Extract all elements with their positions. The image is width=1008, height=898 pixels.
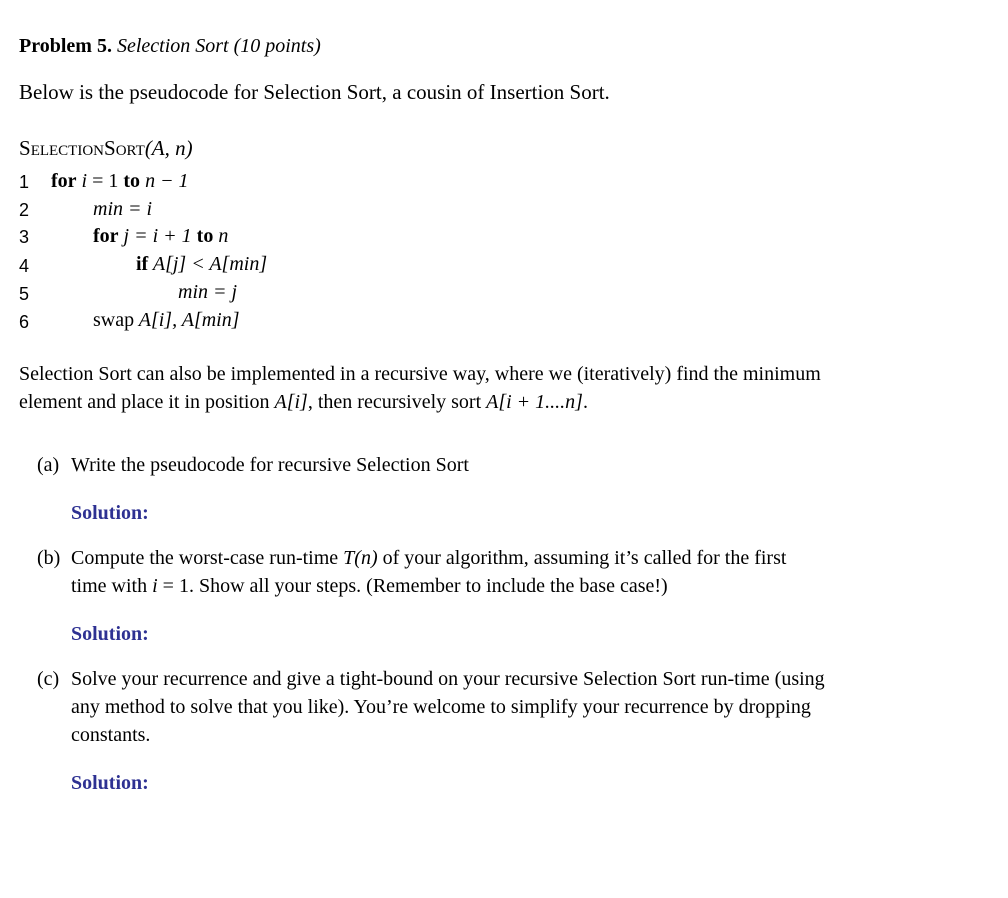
recursive-desc-line1: Selection Sort can also be implemented in a recursive way, where we (iteratively) find the minimum <box>19 363 821 385</box>
line-number: 6 <box>19 312 30 332</box>
part-c-line2: any method to solve that you like). You’re welcome to simplify your recurrence by dropping <box>71 696 811 718</box>
problem-title: Selection Sort (10 points) <box>116 35 321 57</box>
part-b-label: (b) <box>37 547 61 569</box>
part-b-line1: Compute the worst-case run-time T(n) of your algorithm, assuming it’s called for the first <box>71 547 787 569</box>
line-number: 4 <box>19 256 30 276</box>
code-line-1: for i = 1 to n − 1 <box>51 170 189 192</box>
problem-heading <box>19 35 321 58</box>
problem-label: Problem 5. <box>19 35 112 57</box>
line-number: 5 <box>19 284 30 304</box>
line-number: 3 <box>19 227 30 247</box>
intro-text: Below is the pseudocode for Selection Sort, a cousin of Insertion Sort. <box>19 80 610 104</box>
code-line-3: for j = i + 1 to n <box>93 225 229 247</box>
part-a-solution: Solution: <box>71 502 149 524</box>
part-b-solution: Solution: <box>71 623 149 645</box>
part-b-line2: time with i = 1. Show all your steps. (Remember to include the base case!) <box>71 575 668 597</box>
code-line-6: swap A[i], A[min] <box>93 309 240 331</box>
pseudocode-header: SELECTIONSORT(A, n) <box>19 136 193 160</box>
code-line-5: min = j <box>178 281 238 303</box>
code-line-4: if A[j] < A[min] <box>136 253 268 275</box>
part-a-label: (a) <box>37 454 60 476</box>
line-number: 2 <box>19 200 30 220</box>
part-c-solution: Solution: <box>71 772 149 794</box>
recursive-desc-line2: element and place it in position A[i], then recursively sort A[i + 1....n]. <box>19 391 588 413</box>
part-c-line1: Solve your recurrence and give a tight-bound on your recursive Selection Sort run-time (using <box>71 668 825 690</box>
line-number: 1 <box>19 172 30 192</box>
code-line-2: min = i <box>93 198 153 220</box>
part-c-label: (c) <box>37 668 60 690</box>
part-a-text: Write the pseudocode for recursive Selection Sort <box>71 454 469 476</box>
part-c-line3: constants. <box>71 724 151 746</box>
